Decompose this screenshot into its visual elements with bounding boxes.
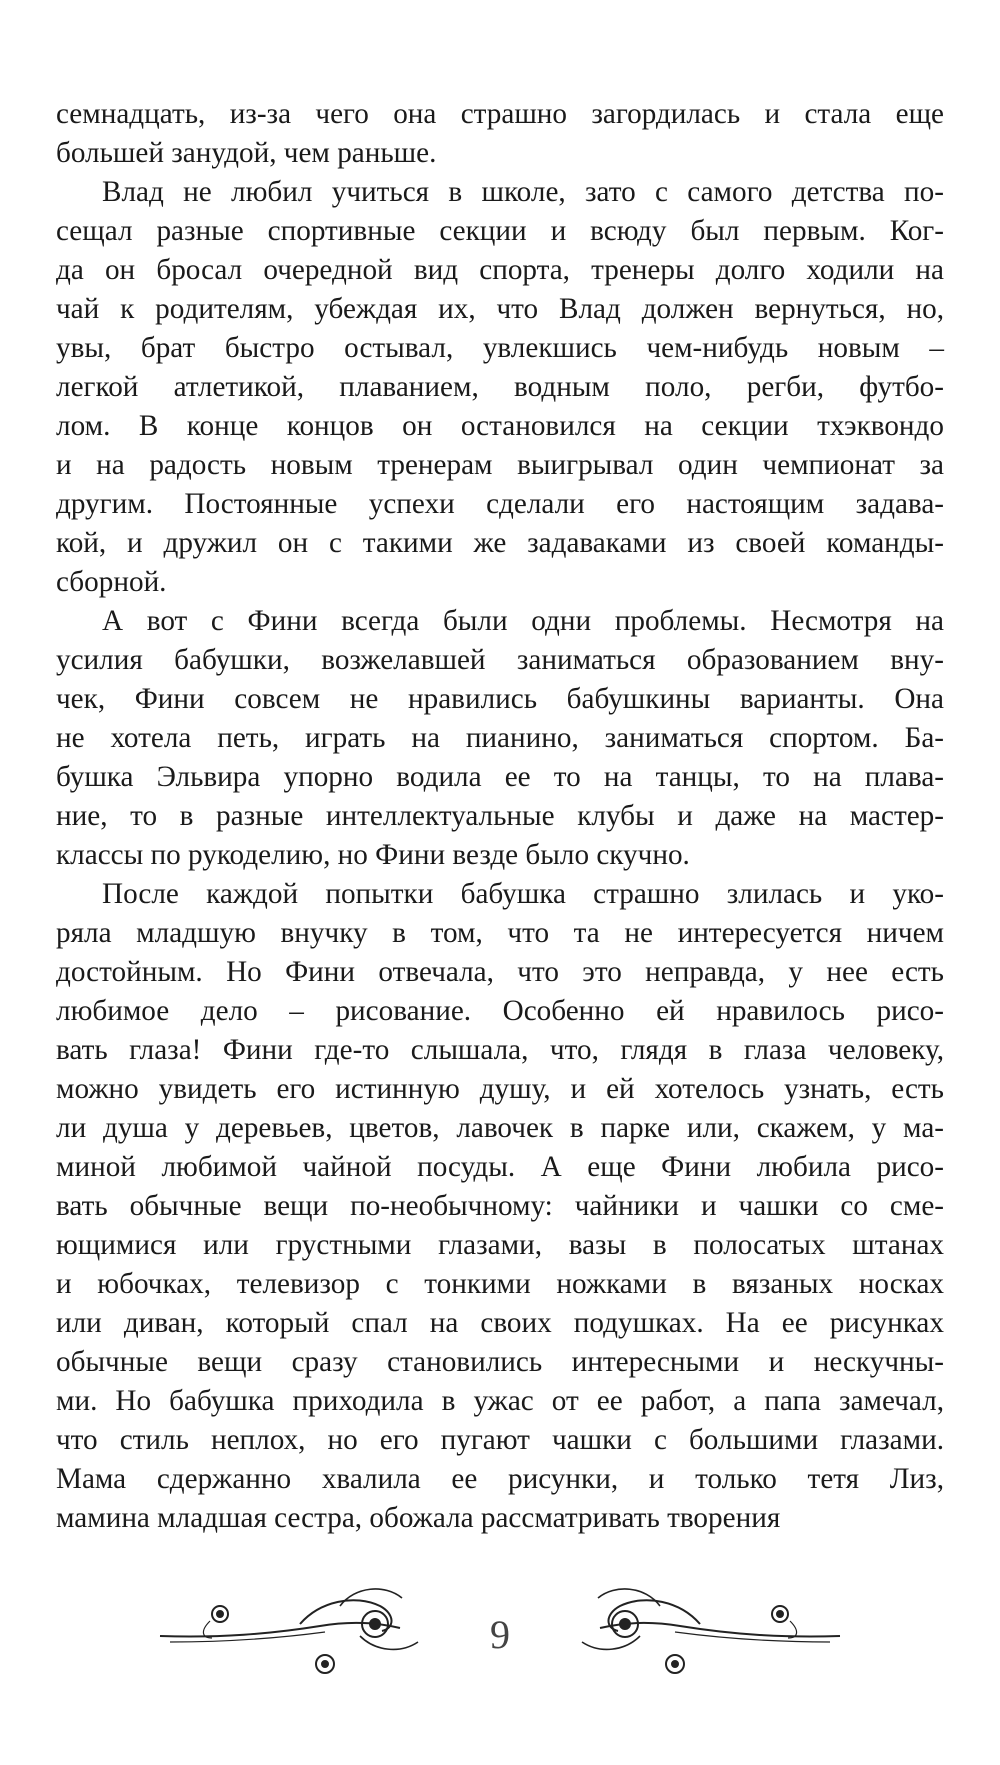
text-line: ряла младшую внучку в том, что та не интересуется ничем	[56, 917, 944, 949]
text-line: любимое дело – рисование. Особенно ей нравилось рисо-	[56, 995, 944, 1027]
text-line: не хотела петь, играть на пианино, заниматься спортом. Ба-	[56, 722, 944, 754]
text-line: достойным. Но Фини отвечала, что это неправда, у нее есть	[56, 956, 944, 988]
text-line: вать обычные вещи по-необычному: чайники и чашки со сме-	[56, 1190, 944, 1222]
text-line: что стиль неплох, но его пугают чашки с большими глазами.	[56, 1424, 944, 1456]
text-line: лом. В конце концов он остановился на секции тхэквондо	[56, 410, 944, 442]
page-number: 9	[490, 1612, 510, 1657]
text-line: чай к родителям, убеждая их, что Влад должен вернуться, но,	[56, 293, 944, 325]
text-line: ми. Но бабушка приходила в ужас от ее работ, а папа замечал,	[56, 1385, 944, 1417]
text-line: можно увидеть его истинную душу, и ей хотелось узнать, есть	[56, 1073, 944, 1105]
text-line: большей занудой, чем раньше.	[56, 137, 437, 169]
text-line: кой, и дружил он с такими же задаваками из своей команды-	[56, 527, 944, 559]
text-line: да он бросал очередной вид спорта, тренеры долго ходили на	[56, 254, 944, 286]
text-line: семнадцать, из-за чего она страшно загордилась и стала еще	[56, 98, 944, 130]
text-line: После каждой попытки бабушка страшно злилась и уко-	[102, 878, 944, 910]
book-text-body	[56, 95, 944, 1538]
text-line: чек, Фини совсем не нравились бабушкины варианты. Она	[56, 683, 944, 715]
text-line: сборной.	[56, 566, 167, 598]
text-line: бушка Эльвира упорно водила ее то на танцы, то на плава-	[56, 761, 944, 793]
text-line: другим. Постоянные успехи сделали его настоящим задава-	[56, 488, 944, 520]
text-line: Мама сдержанно хвалила ее рисунки, и только тетя Лиз,	[56, 1463, 944, 1495]
text-line: и юбочках, телевизор с тонкими ножками в вязаных носках	[56, 1268, 944, 1300]
text-line: мамина младшая сестра, обожала рассматривать творения	[56, 1502, 781, 1534]
text-line: увы, брат быстро остывал, увлекшись чем-нибудь новым –	[56, 332, 944, 364]
text-line: обычные вещи сразу становились интересными и нескучны-	[56, 1346, 944, 1378]
text-line: и на радость новым тренерам выигрывал один чемпионат за	[56, 449, 944, 481]
text-line: ние, то в разные интеллектуальные клубы и даже на мастер-	[56, 800, 944, 832]
text-line: ли душа у деревьев, цветов, лавочек в парке или, скажем, у ма-	[56, 1112, 944, 1144]
text-line: миной любимой чайной посуды. А еще Фини любила рисо-	[56, 1151, 944, 1183]
text-line: Влад не любил учиться в школе, зато с самого детства по-	[102, 176, 944, 208]
text-line: классы по рукоделию, но Фини везде было скучно.	[56, 839, 690, 871]
text-line: сещал разные спортивные секции и всюду был первым. Ког-	[56, 215, 944, 247]
text-line: усилия бабушки, возжелавшей заниматься образованием вну-	[56, 644, 944, 676]
text-line: или диван, который спал на своих подушках. На ее рисунках	[56, 1307, 944, 1339]
text-line: А вот с Фини всегда были одни проблемы. Несмотря на	[102, 605, 944, 637]
text-line: легкой атлетикой, плаванием, водным поло, регби, футбо-	[56, 371, 944, 403]
text-line: ющимися или грустными глазами, вазы в полосатых штанах	[56, 1229, 944, 1261]
text-line: вать глаза! Фини где-то слышала, что, глядя в глаза человеку,	[56, 1034, 944, 1066]
